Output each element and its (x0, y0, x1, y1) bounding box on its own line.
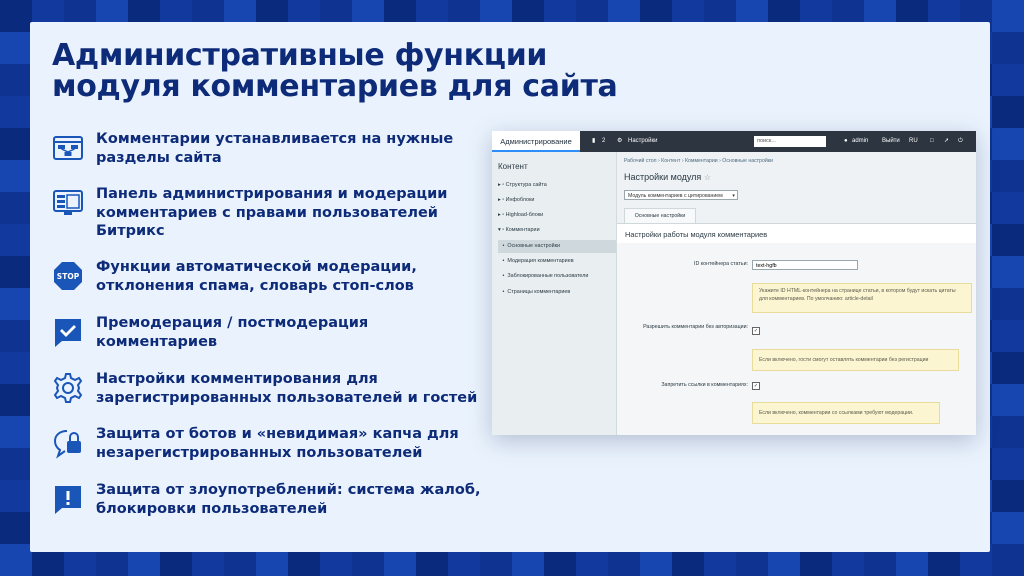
settings-gear-icon[interactable]: ⚙ (617, 138, 623, 144)
frame-tile (0, 96, 32, 128)
feature-text: Премодерация / постмодерация комментариев (96, 315, 369, 350)
admin-panel-icon (52, 187, 84, 219)
window-icon[interactable]: □ (930, 138, 934, 144)
pin-icon[interactable]: ➚ (944, 138, 950, 144)
slide-title (52, 40, 772, 102)
frame-tile (992, 256, 1024, 288)
frame-tile (0, 448, 32, 480)
feature-item (52, 130, 492, 167)
frame-tile (992, 512, 1024, 544)
frame-tile (0, 0, 32, 32)
admin-topbar (492, 131, 976, 152)
feature-text: Панель администрирования и модерации комментариев с правами пользователей Битрикс (96, 186, 448, 239)
sidebar-item-structure[interactable]: ▸ ▫ Структура сайта (498, 182, 547, 188)
frame-tile (992, 448, 1024, 480)
sitemap-browser-icon (52, 132, 84, 164)
frame-tile (0, 288, 32, 320)
page-title: Настройки модуля ☆ (624, 172, 711, 182)
sidebar-item-blocked-users[interactable]: • Заблокированные пользователи (498, 273, 589, 279)
power-icon[interactable]: ⏻ (958, 138, 963, 144)
feature-text: Защита от злоупотреблений: система жалоб, блокировки пользователей (96, 482, 481, 517)
frame-tile (992, 320, 1024, 352)
allow-anon-label: Разрешить комментарии без авторизации: (643, 324, 748, 330)
language-select[interactable]: RU (909, 138, 918, 144)
allow-anon-checkbox[interactable]: ✓ (753, 328, 759, 334)
forbid-links-label: Запретить ссылки в комментариях: (661, 382, 748, 388)
sidebar-item-main-settings[interactable]: • Основные настройки (498, 240, 616, 253)
stop-sign-text: STOP (56, 272, 80, 281)
checkmark-chat-icon (52, 316, 84, 348)
topbar-settings-link[interactable]: Настройки (628, 138, 658, 144)
frame-tile (992, 480, 1024, 512)
alert-chat-icon (52, 483, 84, 515)
notifications-count: 2 (602, 138, 606, 144)
frame-tile (992, 384, 1024, 416)
frame-tile (992, 0, 1024, 32)
container-id-label: ID контейнера статьи: (694, 261, 748, 267)
tab-administration[interactable]: Администрирование (492, 131, 580, 152)
favorite-star-icon[interactable]: ☆ (703, 173, 711, 182)
sidebar-item-comment-pages[interactable]: • Страницы комментариев (498, 289, 571, 295)
breadcrumb[interactable]: Рабочий стол › Контент › Комментарии › Основные настройки (624, 158, 773, 164)
forbid-links-hint: Если включено, комментарии со ссылками требуют модерации. (752, 402, 940, 424)
sidebar-heading: Контент (498, 162, 528, 171)
frame-tile (992, 128, 1024, 160)
feature-text: Настройки комментирования для зарегистрированных пользователей и гостей (96, 371, 478, 406)
frame-tile (992, 192, 1024, 224)
feature-item (52, 258, 492, 295)
container-id-input[interactable]: text-hgfb (752, 260, 858, 270)
search-input[interactable]: поиск... (754, 136, 826, 147)
sidebar-item-highload[interactable]: ▸ ▫ Highload-блоки (498, 212, 544, 218)
frame-tile (992, 352, 1024, 384)
admin-sidebar (492, 152, 617, 435)
frame-tile (992, 416, 1024, 448)
frame-tile (0, 416, 32, 448)
module-select[interactable]: Модуль комментариев с цитированием ▾ (624, 190, 738, 200)
feature-item (52, 314, 492, 351)
feature-text: Функции автоматической модерации, отклонения спама, словарь стоп-слов (96, 259, 417, 294)
feature-text: Комментарии устанавливается на нужные разделы сайта (96, 131, 454, 166)
frame-tile (0, 192, 32, 224)
frame-tile (992, 64, 1024, 96)
frame-tile (0, 128, 32, 160)
frame-tile (0, 32, 32, 64)
feature-item (52, 425, 492, 462)
sidebar-item-comments[interactable]: ▾ ▫ Комментарии (498, 227, 540, 233)
tab-main-settings[interactable]: Основные настройки (624, 208, 696, 224)
frame-tile (0, 352, 32, 384)
feature-item (52, 370, 492, 407)
feature-item (52, 481, 492, 518)
frame-tile (992, 32, 1024, 64)
lock-chat-icon (52, 427, 84, 459)
frame-tile (0, 480, 32, 512)
frame-tile (992, 224, 1024, 256)
sidebar-item-moderation[interactable]: • Модерация комментариев (498, 258, 574, 264)
feature-item (52, 185, 492, 241)
frame-tile (0, 512, 32, 544)
stop-sign-icon (52, 260, 84, 292)
frame-tile (0, 64, 32, 96)
frame-tile (0, 256, 32, 288)
logout-link[interactable]: Выйти (882, 138, 900, 144)
sidebar-item-iblocks[interactable]: ▸ ▫ Инфоблоки (498, 197, 535, 203)
user-icon: ● (844, 138, 848, 144)
panel-header: Настройки работы модуля комментариев (617, 223, 976, 243)
allow-anon-hint: Если включено, гости смогут оставлять комментарии без регистрации (752, 349, 959, 371)
title-line-2: модуля комментариев для сайта (52, 69, 618, 104)
feature-text: Защита от ботов и «невидимая» капча для незарегистрированных пользователей (96, 426, 459, 461)
frame-tile (0, 224, 32, 256)
notifications-icon[interactable]: ▮ (592, 138, 596, 144)
frame-tile (992, 544, 1024, 576)
frame-tile (992, 288, 1024, 320)
frame-tile (992, 96, 1024, 128)
frame-tile (0, 320, 32, 352)
admin-screenshot (492, 131, 976, 435)
title-line-1: Административные функции (52, 38, 548, 73)
container-id-hint: Укажите ID HTML-контейнера на странице статьи, в котором будут искать цитаты для комментариев. По умолчанию: article-detail (752, 283, 972, 313)
frame-tile (0, 544, 32, 576)
frame-tile (992, 160, 1024, 192)
username[interactable]: admin (852, 138, 869, 144)
frame-tile (0, 160, 32, 192)
forbid-links-checkbox[interactable]: ✓ (753, 383, 759, 389)
frame-tile (0, 384, 32, 416)
gear-icon (52, 372, 84, 404)
chevron-down-icon: ▾ (732, 193, 735, 199)
